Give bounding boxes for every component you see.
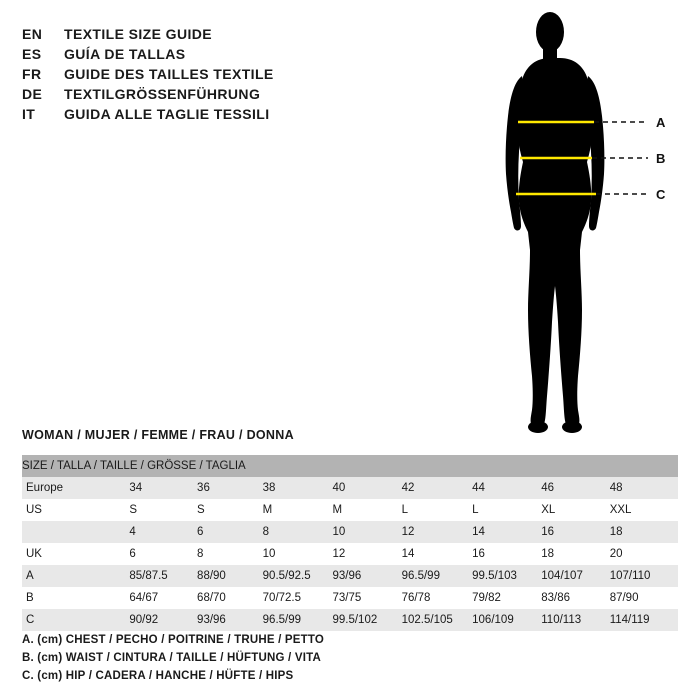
- measure-label-b: B: [656, 151, 666, 166]
- table-cell: 96.5/99: [402, 565, 473, 587]
- table-cell: 12: [402, 521, 473, 543]
- title-block: [22, 26, 442, 126]
- table-cell: 79/82: [472, 587, 541, 609]
- table-cell: 96.5/99: [263, 609, 333, 631]
- table-cell: 46: [541, 477, 609, 499]
- table-cell: 93/96: [197, 609, 263, 631]
- table-cell: 48: [610, 477, 678, 499]
- table-cell: 10: [332, 521, 401, 543]
- row-label: US: [22, 499, 129, 521]
- table-cell: 110/113: [541, 609, 609, 631]
- legend-line-a: A. (cm) CHEST / PECHO / POITRINE / TRUHE / PETTO: [22, 634, 325, 646]
- table-cell: 16: [541, 521, 609, 543]
- table-cell: 4: [129, 521, 197, 543]
- table-cell: 16: [472, 543, 541, 565]
- row-label: C: [22, 609, 129, 631]
- table-cell: 114/119: [610, 609, 678, 631]
- table-row: [22, 521, 678, 543]
- table-cell: 20: [610, 543, 678, 565]
- table-cell: S: [197, 499, 263, 521]
- table-cell: 64/67: [129, 587, 197, 609]
- legend-line-b: B. (cm) WAIST / CINTURA / TAILLE / HÜFTUNG / VITA: [22, 652, 321, 664]
- table-cell: 6: [129, 543, 197, 565]
- table-cell: 42: [402, 477, 473, 499]
- table-cell: 44: [472, 477, 541, 499]
- measure-label-c: C: [656, 187, 666, 202]
- table-row: [22, 499, 678, 521]
- table-row: [22, 543, 678, 565]
- title-lang-code: IT: [22, 106, 36, 122]
- row-label: UK: [22, 543, 129, 565]
- title-row: [22, 66, 442, 82]
- table-cell: 87/90: [610, 587, 678, 609]
- table-cell: 14: [402, 543, 473, 565]
- row-label: A: [22, 565, 129, 587]
- table-cell: 14: [472, 521, 541, 543]
- table-cell: M: [263, 499, 333, 521]
- table-cell: 40: [332, 477, 401, 499]
- table-cell: XXL: [610, 499, 678, 521]
- title-row: [22, 26, 442, 42]
- table-header-row: [22, 455, 678, 477]
- table-cell: 90.5/92.5: [263, 565, 333, 587]
- table-row: [22, 477, 678, 499]
- table-cell: 34: [129, 477, 197, 499]
- table-cell: 68/70: [197, 587, 263, 609]
- table-cell: 10: [263, 543, 333, 565]
- table-cell: 8: [197, 543, 263, 565]
- table-cell: 107/110: [610, 565, 678, 587]
- table-cell: 73/75: [332, 587, 401, 609]
- body-figure: [470, 10, 690, 440]
- title-text: TEXTILE SIZE GUIDE: [64, 26, 212, 42]
- table-row: [22, 565, 678, 587]
- title-lang-code: DE: [22, 86, 43, 102]
- table-cell: 38: [263, 477, 333, 499]
- table-cell: L: [472, 499, 541, 521]
- title-row: [22, 46, 442, 62]
- measurement-legend: [22, 634, 324, 688]
- title-text: TEXTILGRÖSSENFÜHRUNG: [64, 86, 261, 102]
- table-cell: 12: [332, 543, 401, 565]
- row-label: Europe: [22, 477, 129, 499]
- title-text: GUÍA DE TALLAS: [64, 46, 186, 62]
- table-header-label: SIZE / TALLA / TAILLE / GRÖSSE / TAGLIA: [22, 455, 678, 477]
- title-lang-code: EN: [22, 26, 43, 42]
- table-cell: 99.5/103: [472, 565, 541, 587]
- table-cell: 106/109: [472, 609, 541, 631]
- title-row: [22, 86, 442, 102]
- table-cell: L: [402, 499, 473, 521]
- table-cell: 85/87.5: [129, 565, 197, 587]
- table-cell: 76/78: [402, 587, 473, 609]
- table-cell: 88/90: [197, 565, 263, 587]
- table-cell: 93/96: [332, 565, 401, 587]
- table-cell: XL: [541, 499, 609, 521]
- measure-label-a: A: [656, 115, 666, 130]
- title-text: GUIDA ALLE TAGLIE TESSILI: [64, 106, 270, 122]
- title-lang-code: ES: [22, 46, 42, 62]
- table-cell: 6: [197, 521, 263, 543]
- table-cell: S: [129, 499, 197, 521]
- table-cell: 70/72.5: [263, 587, 333, 609]
- table-cell: 90/92: [129, 609, 197, 631]
- table-cell: 18: [541, 543, 609, 565]
- table-cell: 83/86: [541, 587, 609, 609]
- table-cell: 18: [610, 521, 678, 543]
- row-label: B: [22, 587, 129, 609]
- table-cell: 36: [197, 477, 263, 499]
- size-table-wrapper: [22, 455, 678, 631]
- table-cell: 102.5/105: [402, 609, 473, 631]
- female-silhouette-icon: [470, 10, 690, 440]
- title-row: [22, 106, 442, 122]
- table-cell: 8: [263, 521, 333, 543]
- title-text: GUIDE DES TAILLES TEXTILE: [64, 66, 274, 82]
- title-lang-code: FR: [22, 66, 42, 82]
- table-row: [22, 609, 678, 631]
- table-row: [22, 587, 678, 609]
- size-table: [22, 455, 678, 631]
- section-caption: WOMAN / MUJER / FEMME / FRAU / DONNA: [22, 428, 294, 442]
- row-label: [22, 521, 129, 543]
- table-cell: 104/107: [541, 565, 609, 587]
- legend-line-c: C. (cm) HIP / CADERA / HANCHE / HÜFTE / HIPS: [22, 670, 294, 682]
- table-cell: 99.5/102: [332, 609, 401, 631]
- table-cell: M: [332, 499, 401, 521]
